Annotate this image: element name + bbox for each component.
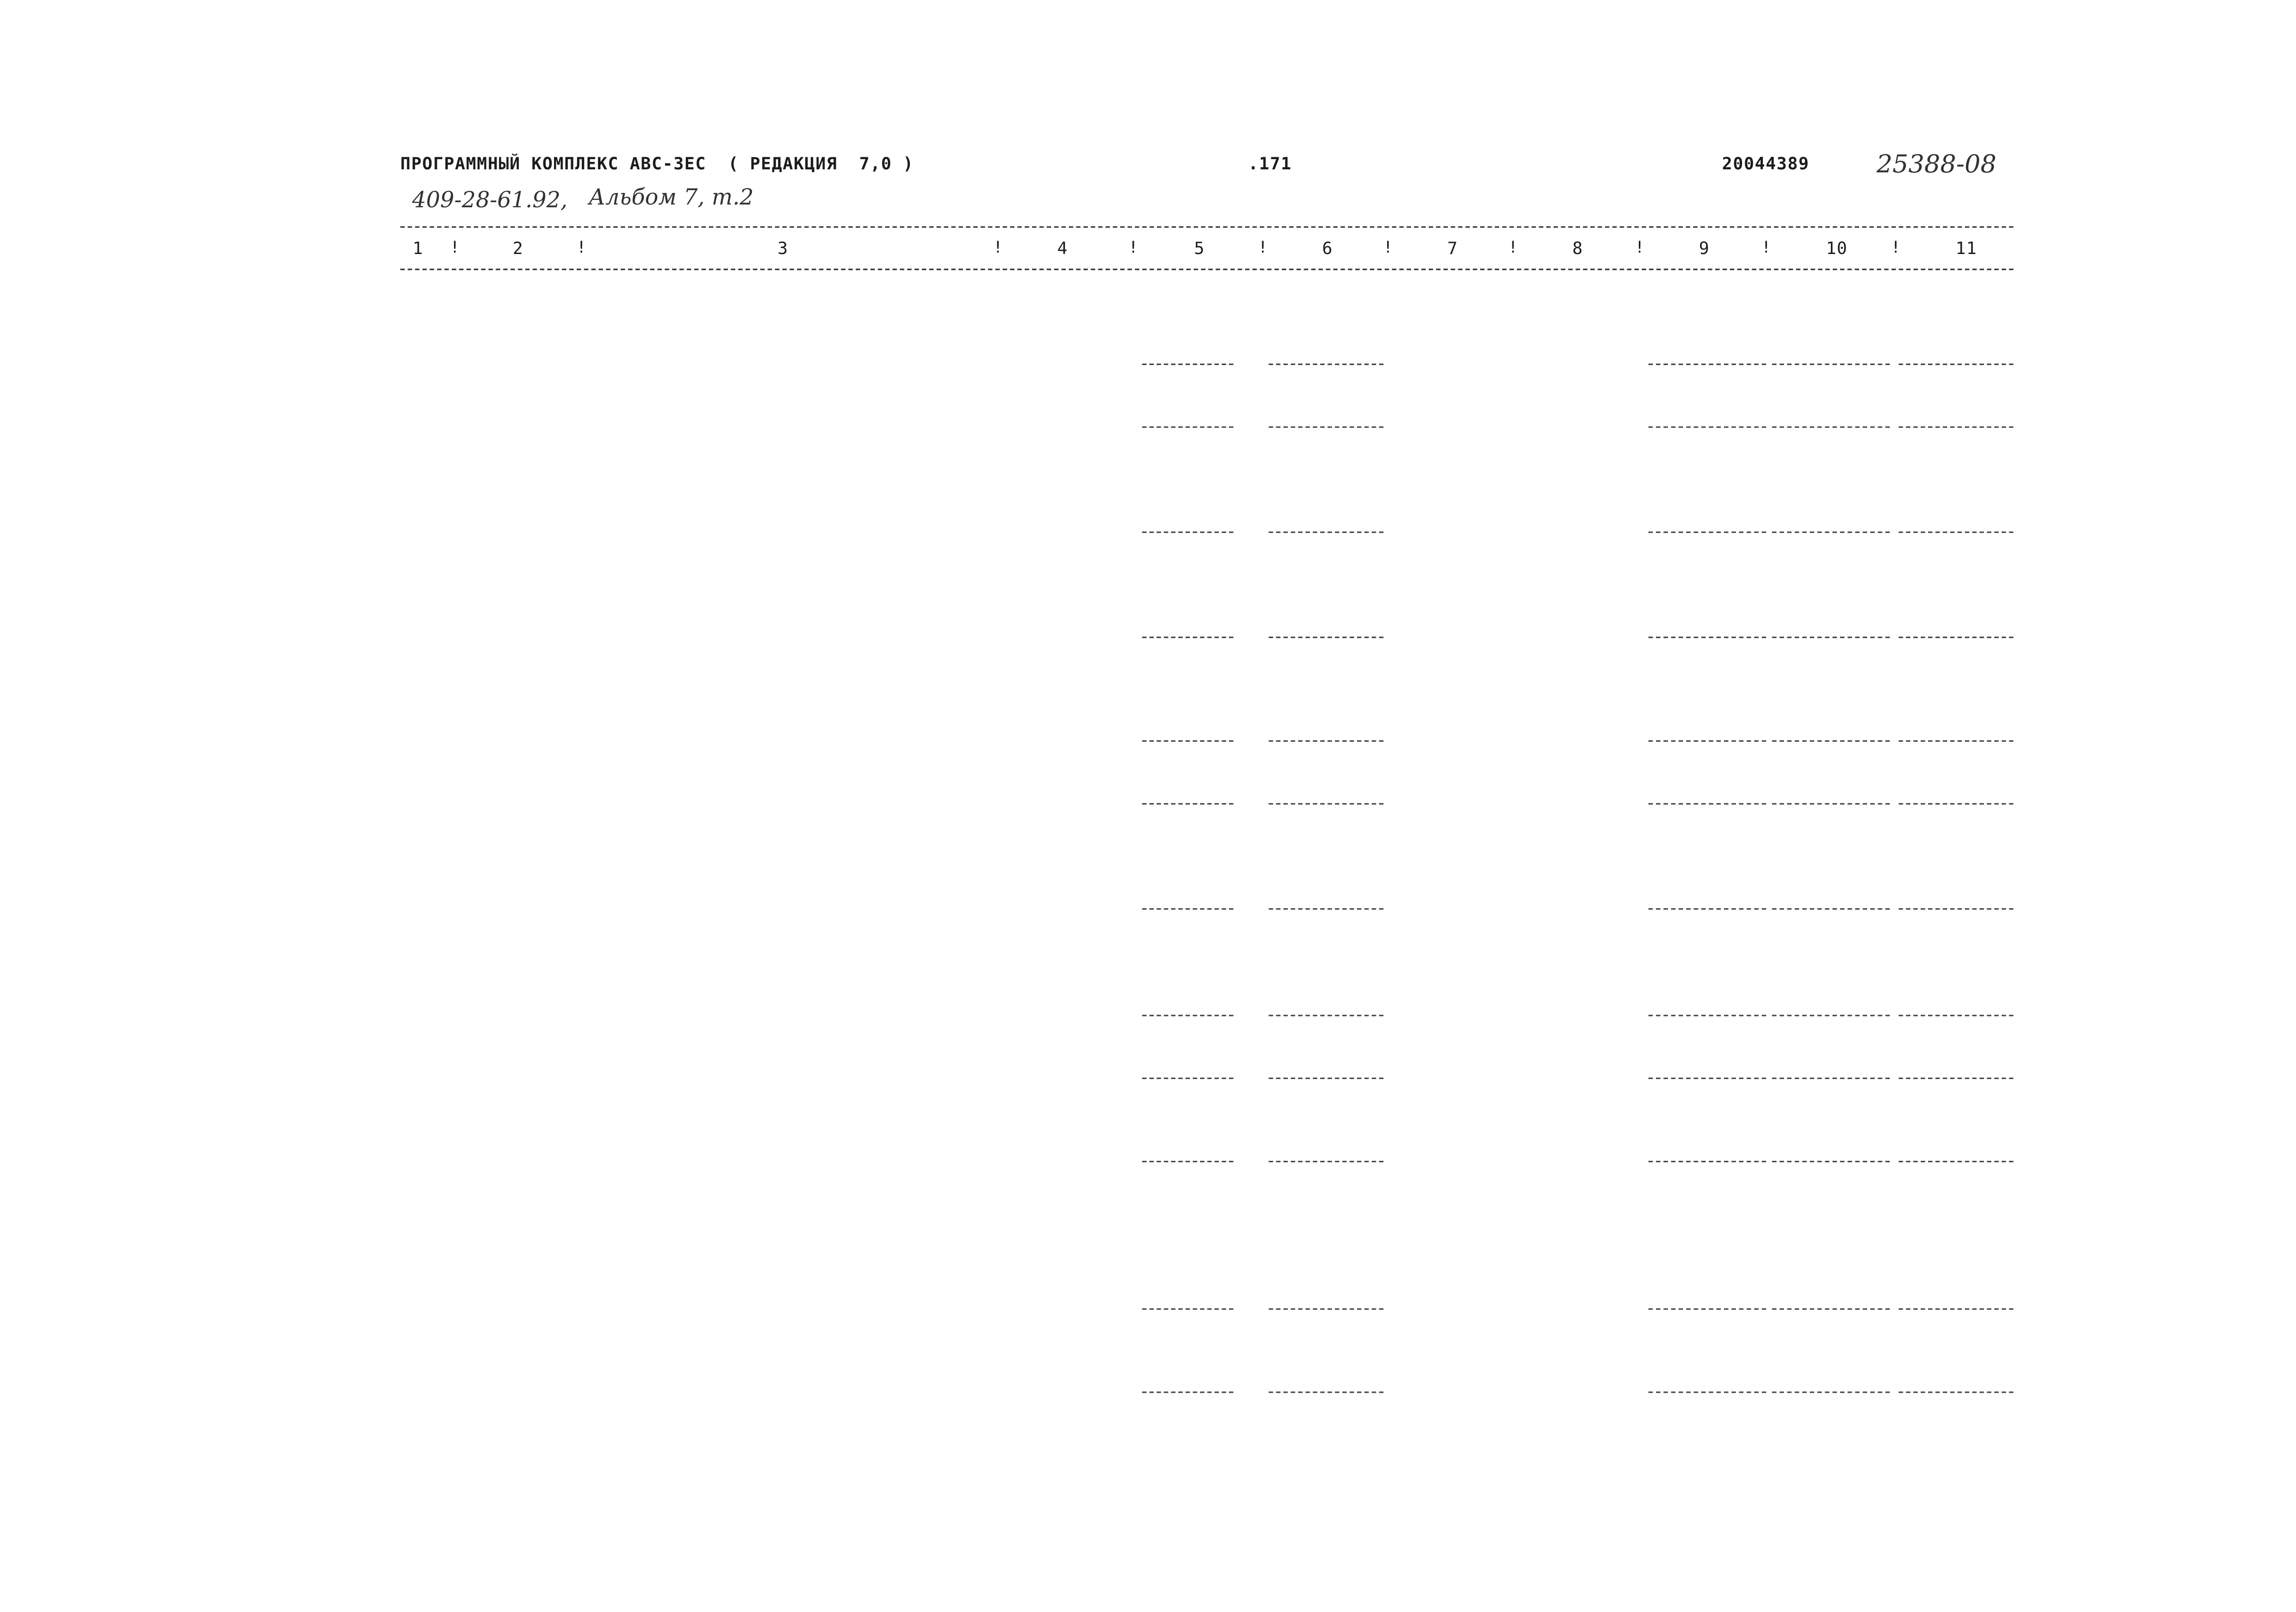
labour-divider	[1649, 1308, 1766, 1309]
labour-divider	[1649, 907, 1766, 909]
labour-divider	[1898, 907, 2013, 909]
cost-divider	[1142, 636, 1233, 637]
column-separator: !	[576, 238, 586, 257]
cost-divider	[1142, 1077, 1233, 1078]
album-label: Альбом 7, т.2	[589, 184, 754, 211]
cost-divider	[1142, 363, 1233, 364]
labour-divider	[1898, 1160, 2013, 1161]
labour-divider	[1898, 1077, 2013, 1078]
page-number: .171	[1248, 153, 1292, 174]
labour-divider	[1649, 1160, 1766, 1161]
column-header-5: 5	[1194, 238, 1205, 259]
cost-divider	[1269, 907, 1383, 909]
handwritten-document-number: 25388-08	[1876, 150, 1997, 180]
column-separator: !	[1891, 238, 1901, 257]
labour-divider	[1649, 636, 1766, 637]
labour-divider	[1772, 739, 1890, 741]
column-header-11: 11	[1955, 238, 1977, 259]
cost-divider	[1269, 1391, 1383, 1392]
labour-divider	[1898, 363, 2013, 364]
column-separator: !	[1761, 238, 1771, 257]
labour-divider	[1898, 636, 2013, 637]
cost-divider	[1142, 1014, 1233, 1016]
column-separator: !	[450, 238, 460, 257]
labour-divider	[1772, 907, 1890, 909]
cost-divider	[1142, 1160, 1233, 1161]
column-separator: !	[1508, 238, 1518, 257]
labour-divider	[1649, 363, 1766, 364]
labour-divider	[1898, 802, 2013, 804]
labour-divider	[1772, 636, 1890, 637]
labour-divider	[1649, 802, 1766, 804]
labour-divider	[1649, 531, 1766, 532]
column-header-1: 1	[412, 238, 423, 259]
column-header-3: 3	[778, 238, 789, 259]
handwritten-album-code: 409-28-61.92,	[412, 186, 568, 213]
cost-divider	[1269, 802, 1383, 804]
labour-divider	[1772, 1160, 1890, 1161]
labour-divider	[1649, 1391, 1766, 1392]
cost-divider	[1269, 1077, 1383, 1078]
labour-divider	[1898, 1014, 2013, 1016]
labour-divider	[1649, 1014, 1766, 1016]
column-header-10: 10	[1826, 238, 1848, 259]
column-header-7: 7	[1447, 238, 1458, 259]
column-header-8: 8	[1572, 238, 1583, 259]
cost-divider	[1142, 802, 1233, 804]
cost-divider	[1142, 426, 1233, 427]
document-code: 20044389	[1722, 153, 1810, 174]
table-top-rule	[400, 226, 2013, 228]
labour-divider	[1772, 363, 1890, 364]
labour-divider	[1898, 1391, 2013, 1392]
cost-divider	[1269, 363, 1383, 364]
column-header-9: 9	[1699, 238, 1710, 259]
cost-divider	[1142, 531, 1233, 532]
labour-divider	[1649, 426, 1766, 427]
labour-divider	[1772, 531, 1890, 532]
cost-divider	[1142, 739, 1233, 741]
labour-divider	[1649, 1077, 1766, 1078]
cost-divider	[1269, 636, 1383, 637]
column-separator: !	[1635, 238, 1645, 257]
labour-divider	[1898, 426, 2013, 427]
labour-divider	[1772, 1077, 1890, 1078]
column-header-4: 4	[1057, 238, 1068, 259]
labour-divider	[1898, 739, 2013, 741]
cost-divider	[1269, 531, 1383, 532]
labour-divider	[1772, 1014, 1890, 1016]
column-separator: !	[993, 238, 1003, 257]
column-separator: !	[1258, 238, 1268, 257]
column-header-6: 6	[1322, 238, 1333, 259]
cost-divider	[1142, 1308, 1233, 1309]
column-header-2: 2	[512, 238, 524, 259]
cost-divider	[1269, 739, 1383, 741]
column-separator: !	[1383, 238, 1393, 257]
labour-divider	[1898, 1308, 2013, 1309]
labour-divider	[1649, 739, 1766, 741]
cost-divider	[1269, 426, 1383, 427]
table-header-rule	[400, 269, 2013, 270]
cost-divider	[1142, 1391, 1233, 1392]
cost-divider	[1269, 1160, 1383, 1161]
cost-divider	[1269, 1308, 1383, 1309]
column-separator: !	[1128, 238, 1139, 257]
cost-divider	[1142, 907, 1233, 909]
labour-divider	[1772, 1391, 1890, 1392]
labour-divider	[1772, 426, 1890, 427]
program-header: ПРОГРАММНЫЙ КОМПЛЕКС АВС-ЗЕС ( РЕДАКЦИЯ 7,0 )	[400, 153, 914, 174]
labour-divider	[1772, 1308, 1890, 1309]
labour-divider	[1772, 802, 1890, 804]
labour-divider	[1898, 531, 2013, 532]
cost-divider	[1269, 1014, 1383, 1016]
